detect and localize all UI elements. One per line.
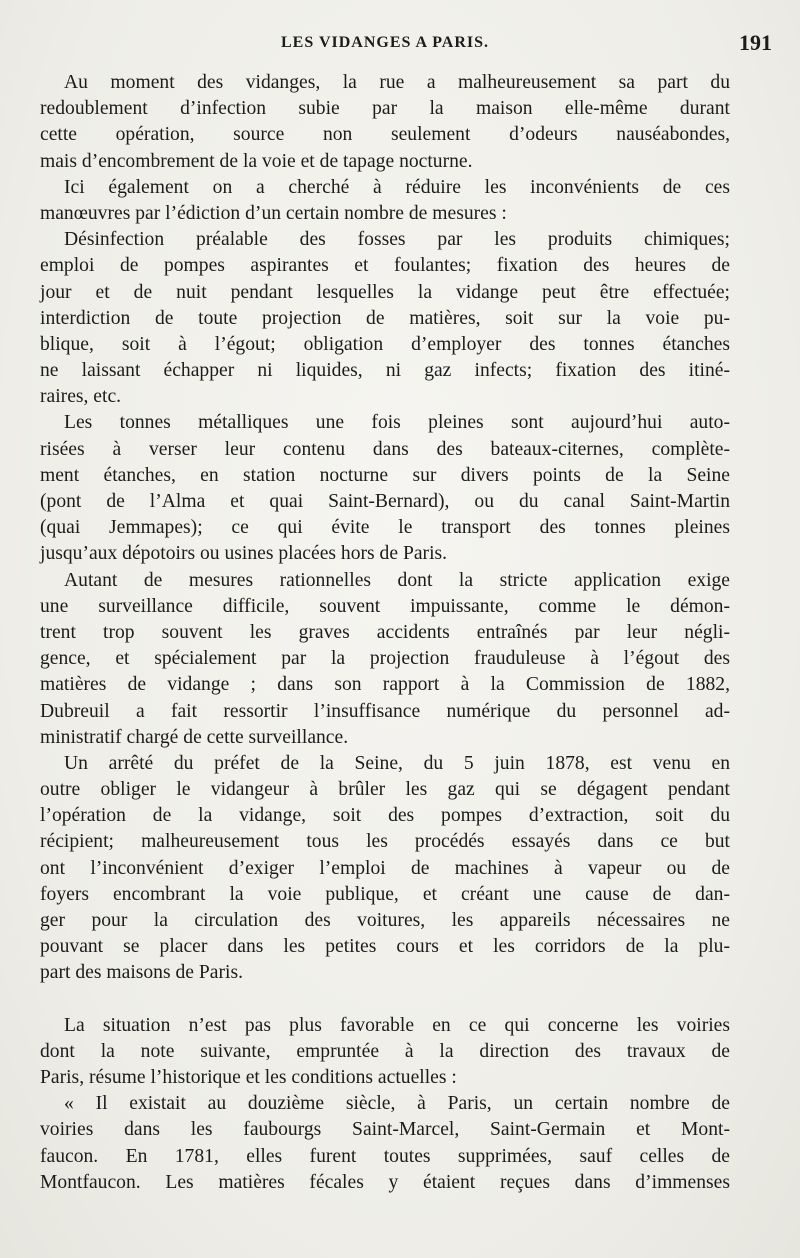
text-line: « Il existait au douzième siècle, à Paris, un certain nombre de — [64, 1093, 730, 1115]
text-line: ger pour la circulation des voitures, les appareils nécessaires ne — [40, 910, 730, 931]
text-line: (pont de l’Alma et quai Saint-Bernard), ou du canal Saint-Martin — [40, 491, 730, 512]
text-line: Désinfection préalable des fosses par les produits chimiques; — [64, 229, 730, 251]
text-line: matières de vidange ; dans son rapport à la Commission de 1882, — [40, 674, 730, 696]
text-line: récipient; malheureusement tous les procédés essayés dans ce but — [40, 831, 730, 853]
text-line: blique, soit à l’égout; obligation d’employer des tonnes étanches — [40, 333, 730, 355]
text-line: Au moment des vidanges, la rue a malheureusement sa part du — [64, 72, 730, 93]
text-line: foyers encombrant la voie publique, et créant une cause de dan- — [40, 883, 730, 905]
text-line: ne laissant échapper ni liquides, ni gaz infects; fixation des itiné- — [40, 360, 730, 382]
text-line: ont l’inconvénient d’exiger l’emploi de machines à vapeur ou de — [40, 857, 730, 879]
body-text — [40, 70, 730, 1196]
text-line: Montfaucon. Les matières fécales y étaient reçues dans d’immenses — [40, 1171, 730, 1193]
text-line: part des maisons de Paris. — [40, 962, 243, 984]
text-line: mais d’encombrement de la voie et de tapage nocturne. — [40, 150, 473, 172]
text-line: ment étanches, en station nocturne sur divers points de la Seine — [40, 464, 730, 486]
text-line: l’opération de la vidange, soit des pompes d’extraction, soit du — [40, 805, 730, 827]
text-line: trent trop souvent les graves accidents entraînés par leur négli- — [40, 621, 730, 643]
text-line: risées à verser leur contenu dans des bateaux-citernes, complète- — [40, 438, 730, 460]
text-line: dont la note suivante, empruntée à la direction des travaux de — [40, 1040, 730, 1062]
text-line: outre obliger le vidangeur à brûler les gaz qui se dégagent pendant — [40, 779, 730, 801]
text-line: Dubreuil a fait ressortir l’insuffisance numérique du personnel ad- — [40, 700, 730, 722]
text-line: Les tonnes métalliques une fois pleines sont aujourd’hui auto- — [64, 412, 730, 434]
text-line: interdiction de toute projection de matières, soit sur la voie pu- — [40, 307, 730, 329]
text-line: jusqu’aux dépotoirs ou usines placées hors de Paris. — [40, 543, 448, 565]
text-line: gence, et spécialement par la projection frauduleuse à l’égout des — [40, 648, 730, 670]
text-line: La situation n’est pas plus favorable en ce qui concerne les voiries — [64, 1014, 730, 1036]
text-line: cette opération, source non seulement d’odeurs nauséabondes, — [40, 124, 730, 146]
text-line: voiries dans les faubourgs Saint-Marcel, Saint-Germain et Mont- — [40, 1119, 730, 1141]
text-line: redoublement d’infection subie par la maison elle-même durant — [40, 98, 730, 120]
paragraph-gap — [40, 987, 730, 1013]
running-title: LES VIDANGES A PARIS. — [280, 34, 490, 51]
text-line: Ici également on a cherché à réduire les inconvénients de ces — [64, 176, 730, 198]
page-number: 191 — [739, 30, 772, 55]
text-line: une surveillance difficile, souvent impuissante, comme le démon- — [40, 595, 730, 617]
text-line: jour et de nuit pendant lesquelles la vidange peut être effectuée; — [40, 281, 730, 303]
text-line: ministratif chargé de cette surveillance. — [40, 726, 349, 748]
text-line: faucon. En 1781, elles furent toutes supprimées, sauf celles de — [40, 1145, 730, 1167]
text-line: emploi de pompes aspirantes et foulantes; fixation des heures de — [40, 255, 730, 277]
text-line: Paris, résume l’historique et les conditions actuelles : — [40, 1066, 457, 1088]
text-line: (quai Jemmapes); ce qui évite le transport des tonnes pleines — [40, 517, 730, 539]
text-line: Un arrêté du préfet de la Seine, du 5 juin 1878, est venu en — [64, 752, 730, 774]
text-line: raires, etc. — [40, 386, 122, 408]
text-line: pouvant se placer dans les petites cours et les corridors de la plu- — [40, 936, 730, 958]
text-line: Autant de mesures rationnelles dont la stricte application exige — [64, 569, 730, 591]
text-line: manœuvres par l’édiction d’un certain nombre de mesures : — [40, 202, 507, 224]
page-header — [40, 30, 772, 58]
